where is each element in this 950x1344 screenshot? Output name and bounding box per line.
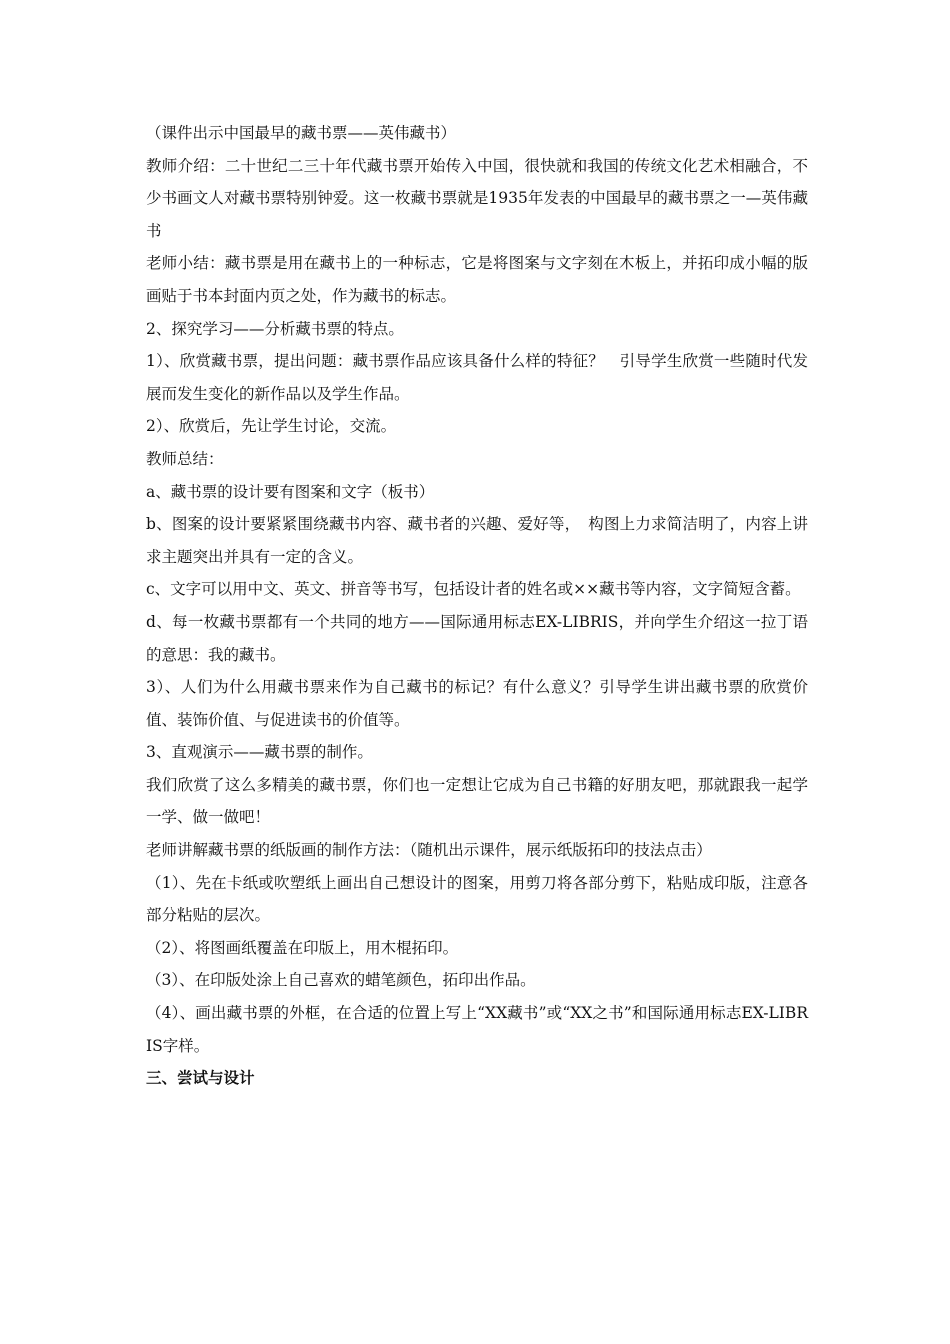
section-heading-try-and-design: 三、尝试与设计 bbox=[146, 1069, 255, 1088]
paragraph-step-2-heading: 2、探究学习——分析藏书票的特点。 bbox=[146, 319, 404, 338]
paragraph-step-2-item-3: 3）、人们为什么用藏书票来作为自己藏书的标记？有什么意义？引导学生讲出藏书票的欣赏价值、装饰价值、与促进读书的价值等。 bbox=[146, 678, 808, 729]
paragraph-point-b: b、图案的设计要紧紧围绕藏书内容、藏书者的兴趣、爱好等， 构图上力求简洁明了，内容上讲求主题突出并具有一定的含义。 bbox=[146, 515, 808, 566]
paragraph-step-2-item-1: 1）、欣赏藏书票，提出问题：藏书票作品应该具备什么样的特征？ 引导学生欣赏一些随时代发展而发生变化的新作品以及学生作品。 bbox=[146, 352, 808, 403]
paragraph-step-2-item-2: 2）、欣赏后，先让学生讨论，交流。 bbox=[146, 417, 397, 436]
paragraph-courseware-note: （课件出示中国最早的藏书票——英伟藏书） bbox=[146, 124, 457, 142]
paragraph-point-d: d、每一枚藏书票都有一个共同的地方——国际通用标志EX-LIBRIS，并向学生介绍这一拉丁语的意思：我的藏书。 bbox=[146, 612, 808, 664]
paragraph-method-step-2: （2）、将图画纸覆盖在印版上，用木棍拓印。 bbox=[146, 938, 459, 957]
paragraph-method-step-4: （4）、画出藏书票的外框，在合适的位置上写上“XX藏书”或“XX之书”和国际通用标志EX-LIBRIS字样。 bbox=[146, 1004, 808, 1055]
paragraph-teacher-summary: 老师小结：藏书票是用在藏书上的一种标志，它是将图案与文字刻在木板上，并拓印成小幅的版画贴于书本封面内页之处，作为藏书的标志。 bbox=[146, 254, 808, 305]
paragraph-point-c: c、文字可以用中文、英文、拼音等书写，包括设计者的姓名或××藏书等内容，文字简短含蓄。 bbox=[146, 580, 801, 599]
document-body bbox=[146, 117, 808, 1095]
paragraph-method-step-1: （1）、先在卡纸或吹塑纸上画出自己想设计的图案，用剪刀将各部分剪下，粘贴成印版，注意各部分粘贴的层次。 bbox=[146, 873, 808, 925]
paragraph-step-3-heading: 3、直观演示——藏书票的制作。 bbox=[146, 743, 373, 762]
paragraph-teacher-conclusion-label: 教师总结： bbox=[146, 449, 224, 468]
paragraph-point-a: a、藏书票的设计要有图案和文字（板书） bbox=[146, 482, 435, 501]
paragraph-method-intro: 老师讲解藏书票的纸版画的制作方法：（随机出示课件，展示纸版拓印的技法点击） bbox=[146, 841, 712, 860]
paragraph-step-3-intro: 我们欣赏了这么多精美的藏书票，你们也一定想让它成为自己书籍的好朋友吧，那就跟我一起学一学、做一做吧！ bbox=[146, 775, 808, 827]
paragraph-method-step-3: （3）、在印版处涂上自己喜欢的蜡笔颜色，拓印出作品。 bbox=[146, 971, 536, 990]
paragraph-teacher-intro: 教师介绍：二十世纪二三十年代藏书票开始传入中国，很快就和我国的传统文化艺术相融合，不少书画文人对藏书票特别钟爱。这一枚藏书票就是1935年发表的中国最早的藏书票之一—英伟藏书 bbox=[146, 156, 808, 240]
